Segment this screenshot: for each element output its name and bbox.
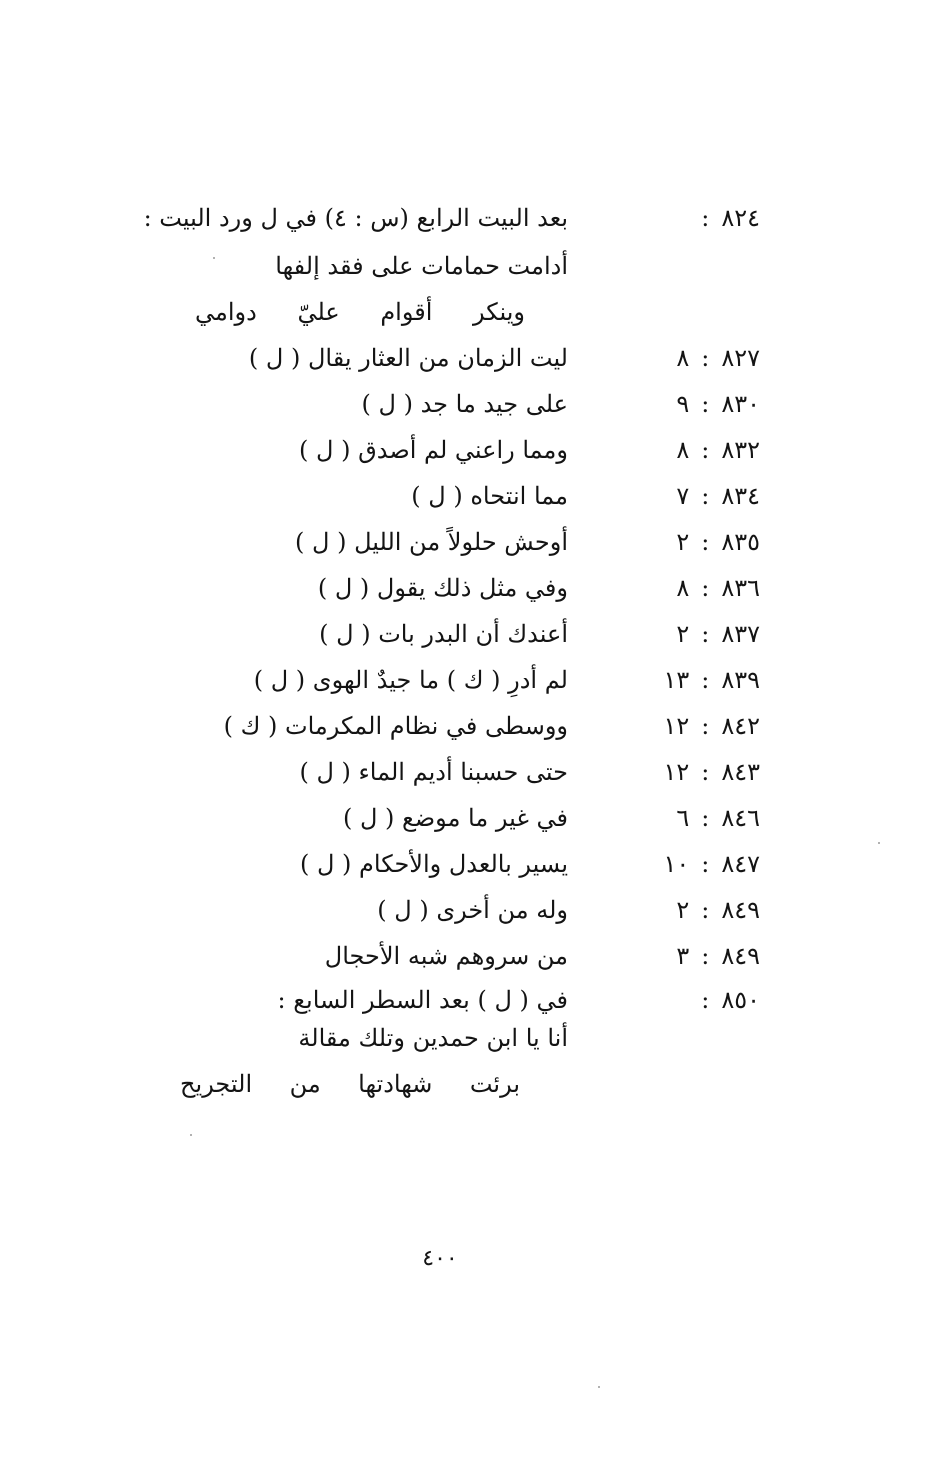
reference-837: ٨٣٧:٢ — [676, 620, 760, 648]
verse1-first-hemistich: أدامت حمامات على فقد إلفها — [275, 252, 568, 280]
verse1-second-hemistich — [195, 296, 525, 328]
verse-word: التجريح — [180, 1070, 253, 1098]
verse-word: برئت — [469, 1070, 520, 1098]
verse-word: عليّ — [297, 298, 340, 326]
reference-824: ٨٢٤: — [701, 204, 760, 232]
entry-835-text: أوحش حلولاً من الليل ( ل ) — [295, 528, 568, 556]
reference-843: ٨٤٣:١٢ — [663, 758, 760, 786]
entry-839-text: لم أدرِ ( ك ) ما جيدٌ الهوى ( ل ) — [253, 666, 568, 694]
entry-830-text: على جيد ما جد ( ل ) — [361, 390, 568, 418]
reference-832: ٨٣٢:٨ — [676, 436, 760, 464]
entry-834-text: مما انتحاه ( ل ) — [411, 482, 568, 510]
reference-849a: ٨٤٩:٢ — [676, 896, 760, 924]
verse-word: شهادتها — [358, 1070, 433, 1098]
verse-word: دوامي — [195, 298, 257, 326]
reference-839: ٨٣٩:١٣ — [663, 666, 760, 694]
entry-827-text: ليت الزمان من العثار يقال ( ل ) — [248, 344, 568, 372]
entry-842-text: ووسطى في نظام المكرمات ( ك ) — [223, 712, 568, 740]
reference-846: ٨٤٦:٦ — [676, 804, 760, 832]
entry-850-text: في ( ل ) بعد السطر السابع : — [277, 986, 568, 1014]
reference-847: ٨٤٧:١٠ — [663, 850, 760, 878]
verse-word: وينكر — [472, 298, 525, 326]
verse2-first-hemistich: أنا يا ابن حمدين وتلك مقالة — [298, 1024, 568, 1052]
verse2-second-hemistich — [180, 1068, 520, 1100]
scan-speck — [598, 1386, 600, 1388]
verse-word: أقوام — [380, 298, 433, 326]
entry-847-text: يسير بالعدل والأحكام ( ل ) — [299, 850, 568, 878]
entry-837-text: أعندك أن البدر بات ( ل ) — [319, 620, 568, 648]
page-ref: ٨٢٤ — [721, 204, 760, 232]
reference-834: ٨٣٤:٧ — [676, 482, 760, 510]
reference-827: ٨٢٧:٨ — [676, 344, 760, 372]
entry-824-text: بعد البيت الرابع (س : ٤) في ل ورد البيت : — [143, 204, 568, 232]
scan-speck — [213, 257, 215, 259]
entry-849b-text: من سروهم شبه الأحجال — [324, 942, 568, 970]
entry-832-text: ومما راعني لم أصدق ( ل ) — [299, 436, 568, 464]
verse-word: من — [289, 1070, 321, 1098]
reference-830: ٨٣٠:٩ — [676, 390, 760, 418]
entry-849a-text: وله من أخرى ( ل ) — [377, 896, 568, 924]
reference-850: ٨٥٠: — [701, 986, 760, 1014]
reference-835: ٨٣٥:٢ — [676, 528, 760, 556]
page-number: ٤٠٠ — [422, 1246, 458, 1271]
reference-836: ٨٣٦:٨ — [676, 574, 760, 602]
entry-846-text: في غير ما موضع ( ل ) — [342, 804, 568, 832]
reference-849b: ٨٤٩:٣ — [676, 942, 760, 970]
entry-836-text: وفي مثل ذلك يقول ( ل ) — [317, 574, 568, 602]
reference-842: ٨٤٢:١٢ — [663, 712, 760, 740]
scan-speck — [878, 842, 880, 844]
entry-843-text: حتى حسبنا أديم الماء ( ل ) — [299, 758, 568, 786]
scan-speck — [190, 1134, 192, 1136]
